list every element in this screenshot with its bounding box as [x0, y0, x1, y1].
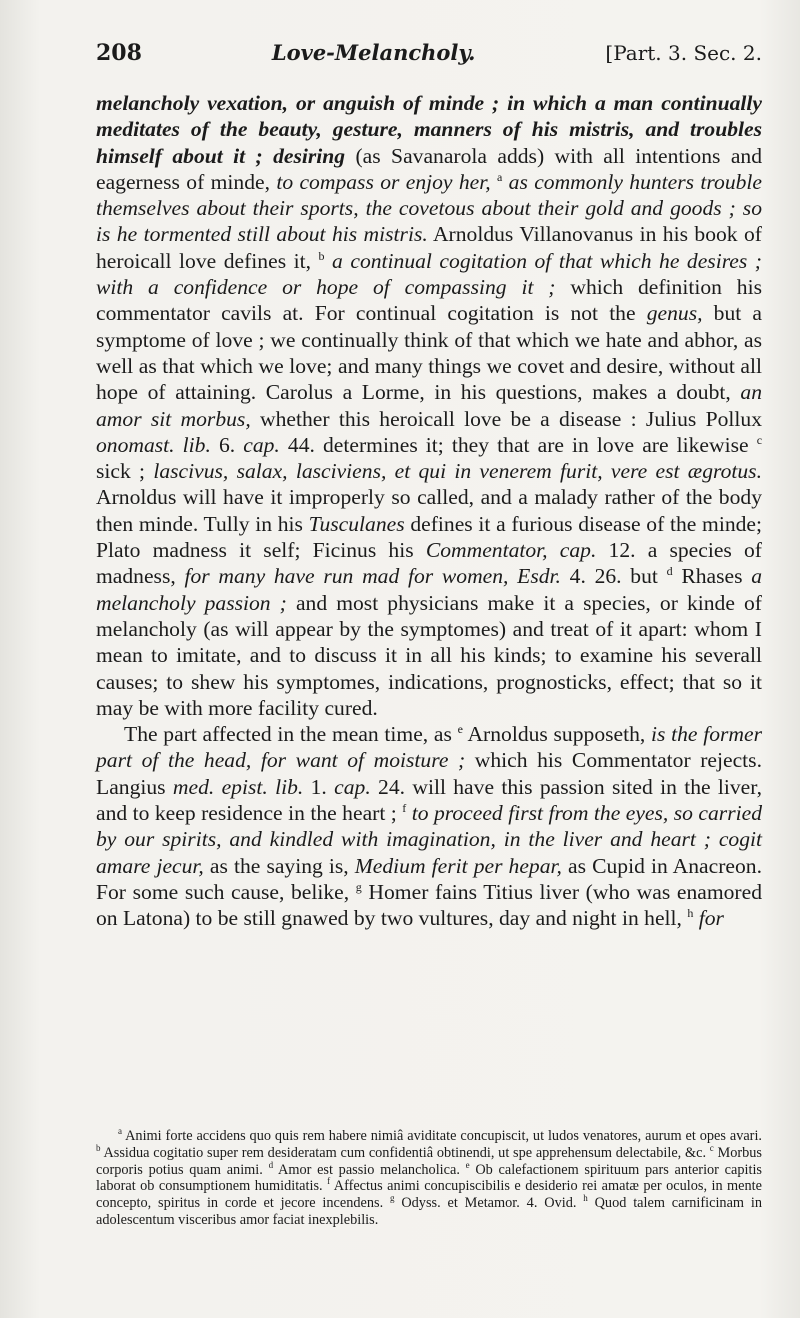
footnote-block: $^a$ Animi forte accidens quo quis rem habere nimiâ aviditate concupiscit, ut ludos venatores, aurum et opes avari. $^b$ Assidua cogitatio super rem desideratam cum confidentiâ obtinendi, ut spe apprehensum delectabile, &c. $^c$ Morbus corporis potius quam animi. $^d$ Amor est passio melancholica. $^e$ Ob calefactionem spirituum pars anterior capitis laborat ob consumptionem humiditatis. $^f$ Affectus animi concupiscibilis e desiderio rei amatæ per oculos, in mente concepto, spiritus in corde et jecore incendens. $^g$ Odyss. et Metamor. 4. Ovid. $^h$ Quod talem carnificinam in adolescentum visceribus amor faciat inexplebilis.	[96, 1126, 763, 1228]
footnotes	[96, 1128, 762, 1229]
paragraph: The part affected in the mean time, as $^e$ Arnoldus supposeth, is the former part of the head, for want of moisture ; which his Commentator rejects. Langius med. epist. lib. 1. cap. 24. will have this passion sited in the liver, and to keep residence in the heart ; $^f$ to proceed first from the eyes, so carried by our spirits, and kindled with imagination, in the liver and heart ; cogit amare jecur, as the saying is, Medium ferit per hepar, as Cupid in Anacreon. For some such cause, belike, $^g$ Homer fains Titius liver (who was enamored on Latona) to be still gnawed by two vultures, day and night in hell, $^h$ for	[96, 721, 762, 931]
section-label: [Part. 3. Sec. 2.	[605, 41, 762, 65]
paragraph: melancholy vexation, or anguish of minde ; in which a man continually meditates of the beauty, gesture, manners of his mistris, and troubles himself about it ; desiring (as Savanarola adds) with all intentions and eagerness of minde, to compass or enjoy her, $^a$ as commonly hunters trouble themselves about their sports, the covetous about their gold and goods ; so is he tormented still about his mistris. Arnoldus Villanovanus in his book of heroicall love defines it, $^b$ a continual cogitation of that which he desires ; with a confidence or hope of compassing it ; which definition his commentator cavils at. For continual cogitation is not the genus, but a symptome of love ; we continually think of that which we hate and abhor, as well as that which we love; and many things we covet and desire, without all hope of attaining. Carolus a Lorme, in his questions, makes a doubt, an amor sit morbus, whether this heroicall love be a disease : Julius Pollux onomast. lib. 6. cap. 44. determines it; they that are in love are likewise $^c$ sick ; lascivus, salax, lasciviens, et qui in venerem furit, vere est ægrotus. Arnoldus will have it improperly so called, and a malady rather of the body then minde. Tully in his Tusculanes defines it a furious disease of the minde; Plato madness it self; Ficinus his Commentator, cap. 12. a species of madness, for many have run mad for women, Esdr. 4. 26. but $^d$ Rhases a melancholy passion ; and most physicians make it a species, or kinde of melancholy (as will appear by the symptomes) and treat of it apart: whom I mean to imitate, and to discuss it in all his kinds; to examine his severall causes; to shew his symptomes, indications, prognosticks, effect; that so it may be with more facility cured.	[96, 91, 763, 720]
page-number: 208	[96, 40, 142, 66]
page-header	[96, 40, 762, 84]
running-title: Love-Melancholy.	[271, 40, 476, 65]
main-text	[96, 90, 762, 932]
